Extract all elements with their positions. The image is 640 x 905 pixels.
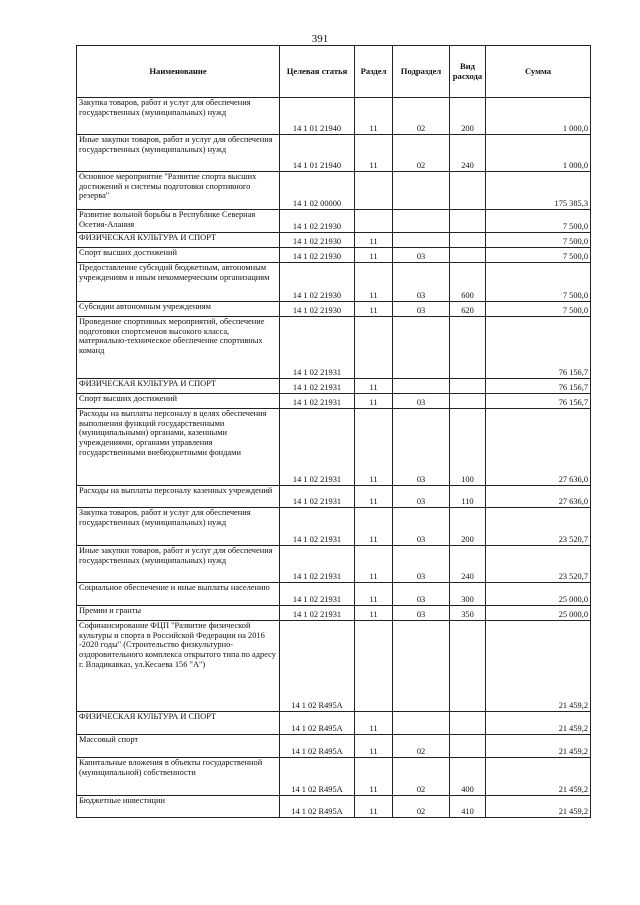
- row-name: Основное мероприятие "Развитие спорта высших достижений и системы подготовки спортивного резерва": [77, 172, 280, 210]
- row-expense-type: [450, 735, 486, 758]
- table-row: [77, 546, 591, 583]
- row-subsection: 03: [393, 248, 450, 263]
- row-amount: 21 459,2: [486, 621, 591, 712]
- row-subsection: [393, 317, 450, 379]
- row-target-item: 14 1 02 R495A: [280, 621, 355, 712]
- row-amount: 175 385,3: [486, 172, 591, 210]
- header-target-item: Целевая статья: [280, 46, 355, 98]
- row-section: 11: [355, 302, 393, 317]
- row-name: Спорт высших достижений: [77, 248, 280, 263]
- row-amount: 25 000,0: [486, 583, 591, 606]
- row-section: 11: [355, 263, 393, 302]
- header-name: Наименование: [77, 46, 280, 98]
- table-row: [77, 583, 591, 606]
- row-name: ФИЗИЧЕСКАЯ КУЛЬТУРА И СПОРТ: [77, 379, 280, 394]
- row-name: Развитие вольной борьбы в Республике Северная Осетия-Алания: [77, 210, 280, 233]
- table-row: [77, 379, 591, 394]
- row-name: Массовый спорт: [77, 735, 280, 758]
- row-subsection: [393, 233, 450, 248]
- row-section: [355, 210, 393, 233]
- row-subsection: [393, 172, 450, 210]
- row-name: Расходы на выплаты персоналу в целях обеспечения выполнения функций государственными (муниципальными) органами, казенными учреждениями, органами управления государственными внебюджетными фондами: [77, 409, 280, 486]
- budget-table: [76, 45, 591, 818]
- row-name: Социальное обеспечение и иные выплаты населению: [77, 583, 280, 606]
- row-name: Закупка товаров, работ и услуг для обеспечения государственных (муниципальных) нужд: [77, 98, 280, 135]
- table-row: [77, 302, 591, 317]
- row-amount: 23 520,7: [486, 546, 591, 583]
- table-row: [77, 135, 591, 172]
- row-subsection: [393, 621, 450, 712]
- row-amount: 23 520,7: [486, 508, 591, 546]
- row-expense-type: 600: [450, 263, 486, 302]
- row-amount: 7 500,0: [486, 302, 591, 317]
- table-row: [77, 758, 591, 796]
- row-target-item: 14 1 01 21940: [280, 98, 355, 135]
- row-subsection: 02: [393, 135, 450, 172]
- row-subsection: 03: [393, 508, 450, 546]
- row-section: [355, 172, 393, 210]
- row-amount: 7 500,0: [486, 248, 591, 263]
- row-section: 11: [355, 248, 393, 263]
- row-subsection: 03: [393, 394, 450, 409]
- row-expense-type: 620: [450, 302, 486, 317]
- table-row: [77, 606, 591, 621]
- row-expense-type: [450, 379, 486, 394]
- row-target-item: 14 1 02 21931: [280, 486, 355, 508]
- row-section: 11: [355, 233, 393, 248]
- table-body: [77, 98, 591, 818]
- row-expense-type: 300: [450, 583, 486, 606]
- row-name: Субсидии автономным учреждениям: [77, 302, 280, 317]
- row-target-item: 14 1 02 21930: [280, 263, 355, 302]
- row-amount: 7 500,0: [486, 210, 591, 233]
- row-expense-type: 240: [450, 135, 486, 172]
- row-section: 11: [355, 508, 393, 546]
- row-amount: 76 156,7: [486, 379, 591, 394]
- row-expense-type: [450, 394, 486, 409]
- row-name: Спорт высших достижений: [77, 394, 280, 409]
- row-target-item: 14 1 02 21930: [280, 210, 355, 233]
- row-name: ФИЗИЧЕСКАЯ КУЛЬТУРА И СПОРТ: [77, 233, 280, 248]
- row-subsection: [393, 379, 450, 394]
- header-expense-type: Вид расхода: [450, 46, 486, 98]
- table-row: [77, 263, 591, 302]
- header-amount: Сумма: [486, 46, 591, 98]
- row-amount: 27 636,0: [486, 486, 591, 508]
- row-name: Предоставление субсидий бюджетным, автономным учреждениям и иным некоммерческим организациям: [77, 263, 280, 302]
- row-section: 11: [355, 606, 393, 621]
- table-row: [77, 409, 591, 486]
- table-row: [77, 621, 591, 712]
- row-expense-type: 200: [450, 508, 486, 546]
- row-subsection: [393, 210, 450, 233]
- row-target-item: 14 1 02 21931: [280, 606, 355, 621]
- row-name: Капитальные вложения в объекты государственной (муниципальной) собственности: [77, 758, 280, 796]
- row-name: Софинансирование ФЦП "Развитие физической культуры и спорта в Российской Федерации на 2016 -2020 годы" (Строительство физкультурно-оздоровительного комплекса открытого типа по адресу г. Владикавказ, ул.Кесаева 156 "А"): [77, 621, 280, 712]
- row-subsection: 02: [393, 796, 450, 818]
- row-section: 11: [355, 546, 393, 583]
- row-name: Премии и гранты: [77, 606, 280, 621]
- row-expense-type: [450, 172, 486, 210]
- row-subsection: 03: [393, 263, 450, 302]
- row-section: 11: [355, 379, 393, 394]
- table-row: [77, 735, 591, 758]
- row-amount: 1 000,0: [486, 98, 591, 135]
- row-section: 11: [355, 735, 393, 758]
- row-target-item: 14 1 02 R495A: [280, 735, 355, 758]
- row-subsection: 03: [393, 546, 450, 583]
- row-name: Бюджетные инвестиции: [77, 796, 280, 818]
- row-section: 11: [355, 98, 393, 135]
- row-section: [355, 317, 393, 379]
- row-expense-type: [450, 248, 486, 263]
- row-section: 11: [355, 394, 393, 409]
- row-amount: 76 156,7: [486, 394, 591, 409]
- row-amount: 76 156,7: [486, 317, 591, 379]
- row-section: 11: [355, 712, 393, 735]
- row-amount: 21 459,2: [486, 735, 591, 758]
- row-subsection: 02: [393, 98, 450, 135]
- row-target-item: 14 1 02 21930: [280, 248, 355, 263]
- row-section: [355, 621, 393, 712]
- row-expense-type: [450, 621, 486, 712]
- row-expense-type: 410: [450, 796, 486, 818]
- row-target-item: 14 1 02 21931: [280, 583, 355, 606]
- row-target-item: 14 1 02 21931: [280, 508, 355, 546]
- row-subsection: 03: [393, 486, 450, 508]
- row-amount: 7 500,0: [486, 233, 591, 248]
- row-subsection: 03: [393, 583, 450, 606]
- row-subsection: 03: [393, 409, 450, 486]
- row-subsection: 02: [393, 735, 450, 758]
- page-number: 391: [311, 33, 329, 45]
- row-target-item: 14 1 02 R495A: [280, 712, 355, 735]
- table-row: [77, 712, 591, 735]
- row-name: ФИЗИЧЕСКАЯ КУЛЬТУРА И СПОРТ: [77, 712, 280, 735]
- row-expense-type: 400: [450, 758, 486, 796]
- row-subsection: 02: [393, 758, 450, 796]
- row-amount: 1 000,0: [486, 135, 591, 172]
- row-target-item: 14 1 02 21931: [280, 379, 355, 394]
- row-expense-type: 100: [450, 409, 486, 486]
- row-expense-type: 350: [450, 606, 486, 621]
- row-expense-type: [450, 317, 486, 379]
- row-name: Иные закупки товаров, работ и услуг для обеспечения государственных (муниципальных) нужд: [77, 135, 280, 172]
- header-subsection: Подраздел: [393, 46, 450, 98]
- row-target-item: 14 1 01 21940: [280, 135, 355, 172]
- row-name: Иные закупки товаров, работ и услуг для обеспечения государственных (муниципальных) нужд: [77, 546, 280, 583]
- row-target-item: 14 1 02 21930: [280, 302, 355, 317]
- row-expense-type: 240: [450, 546, 486, 583]
- row-amount: 21 459,2: [486, 758, 591, 796]
- row-expense-type: 110: [450, 486, 486, 508]
- row-section: 11: [355, 486, 393, 508]
- row-expense-type: [450, 712, 486, 735]
- row-section: 11: [355, 758, 393, 796]
- row-subsection: 03: [393, 606, 450, 621]
- row-subsection: [393, 712, 450, 735]
- table-row: [77, 508, 591, 546]
- row-target-item: 14 1 02 21931: [280, 546, 355, 583]
- row-amount: 21 459,2: [486, 796, 591, 818]
- row-target-item: 14 1 02 R495A: [280, 796, 355, 818]
- row-name: Расходы на выплаты персоналу казенных учреждений: [77, 486, 280, 508]
- table-header-row: [77, 46, 591, 98]
- table-row: [77, 796, 591, 818]
- header-section: Раздел: [355, 46, 393, 98]
- table-row: [77, 248, 591, 263]
- row-section: 11: [355, 135, 393, 172]
- row-target-item: 14 1 02 21930: [280, 233, 355, 248]
- row-target-item: 14 1 02 00000: [280, 172, 355, 210]
- row-section: 11: [355, 583, 393, 606]
- row-expense-type: [450, 210, 486, 233]
- row-name: Проведение спортивных мероприятий, обеспечение подготовки спортсменов высокого класса, материально-техническое обеспечение спортивных команд: [77, 317, 280, 379]
- row-target-item: 14 1 02 R495A: [280, 758, 355, 796]
- table-row: [77, 317, 591, 379]
- table-row: [77, 394, 591, 409]
- row-amount: 21 459,2: [486, 712, 591, 735]
- row-name: Закупка товаров, работ и услуг для обеспечения государственных (муниципальных) нужд: [77, 508, 280, 546]
- row-expense-type: [450, 233, 486, 248]
- table-row: [77, 98, 591, 135]
- row-amount: 27 636,0: [486, 409, 591, 486]
- row-amount: 7 500,0: [486, 263, 591, 302]
- row-subsection: 03: [393, 302, 450, 317]
- table-row: [77, 486, 591, 508]
- row-target-item: 14 1 02 21931: [280, 317, 355, 379]
- row-amount: 25 000,0: [486, 606, 591, 621]
- row-section: 11: [355, 409, 393, 486]
- table-row: [77, 172, 591, 210]
- table-row: [77, 210, 591, 233]
- row-section: 11: [355, 796, 393, 818]
- row-target-item: 14 1 02 21931: [280, 409, 355, 486]
- row-target-item: 14 1 02 21931: [280, 394, 355, 409]
- table-row: [77, 233, 591, 248]
- row-expense-type: 200: [450, 98, 486, 135]
